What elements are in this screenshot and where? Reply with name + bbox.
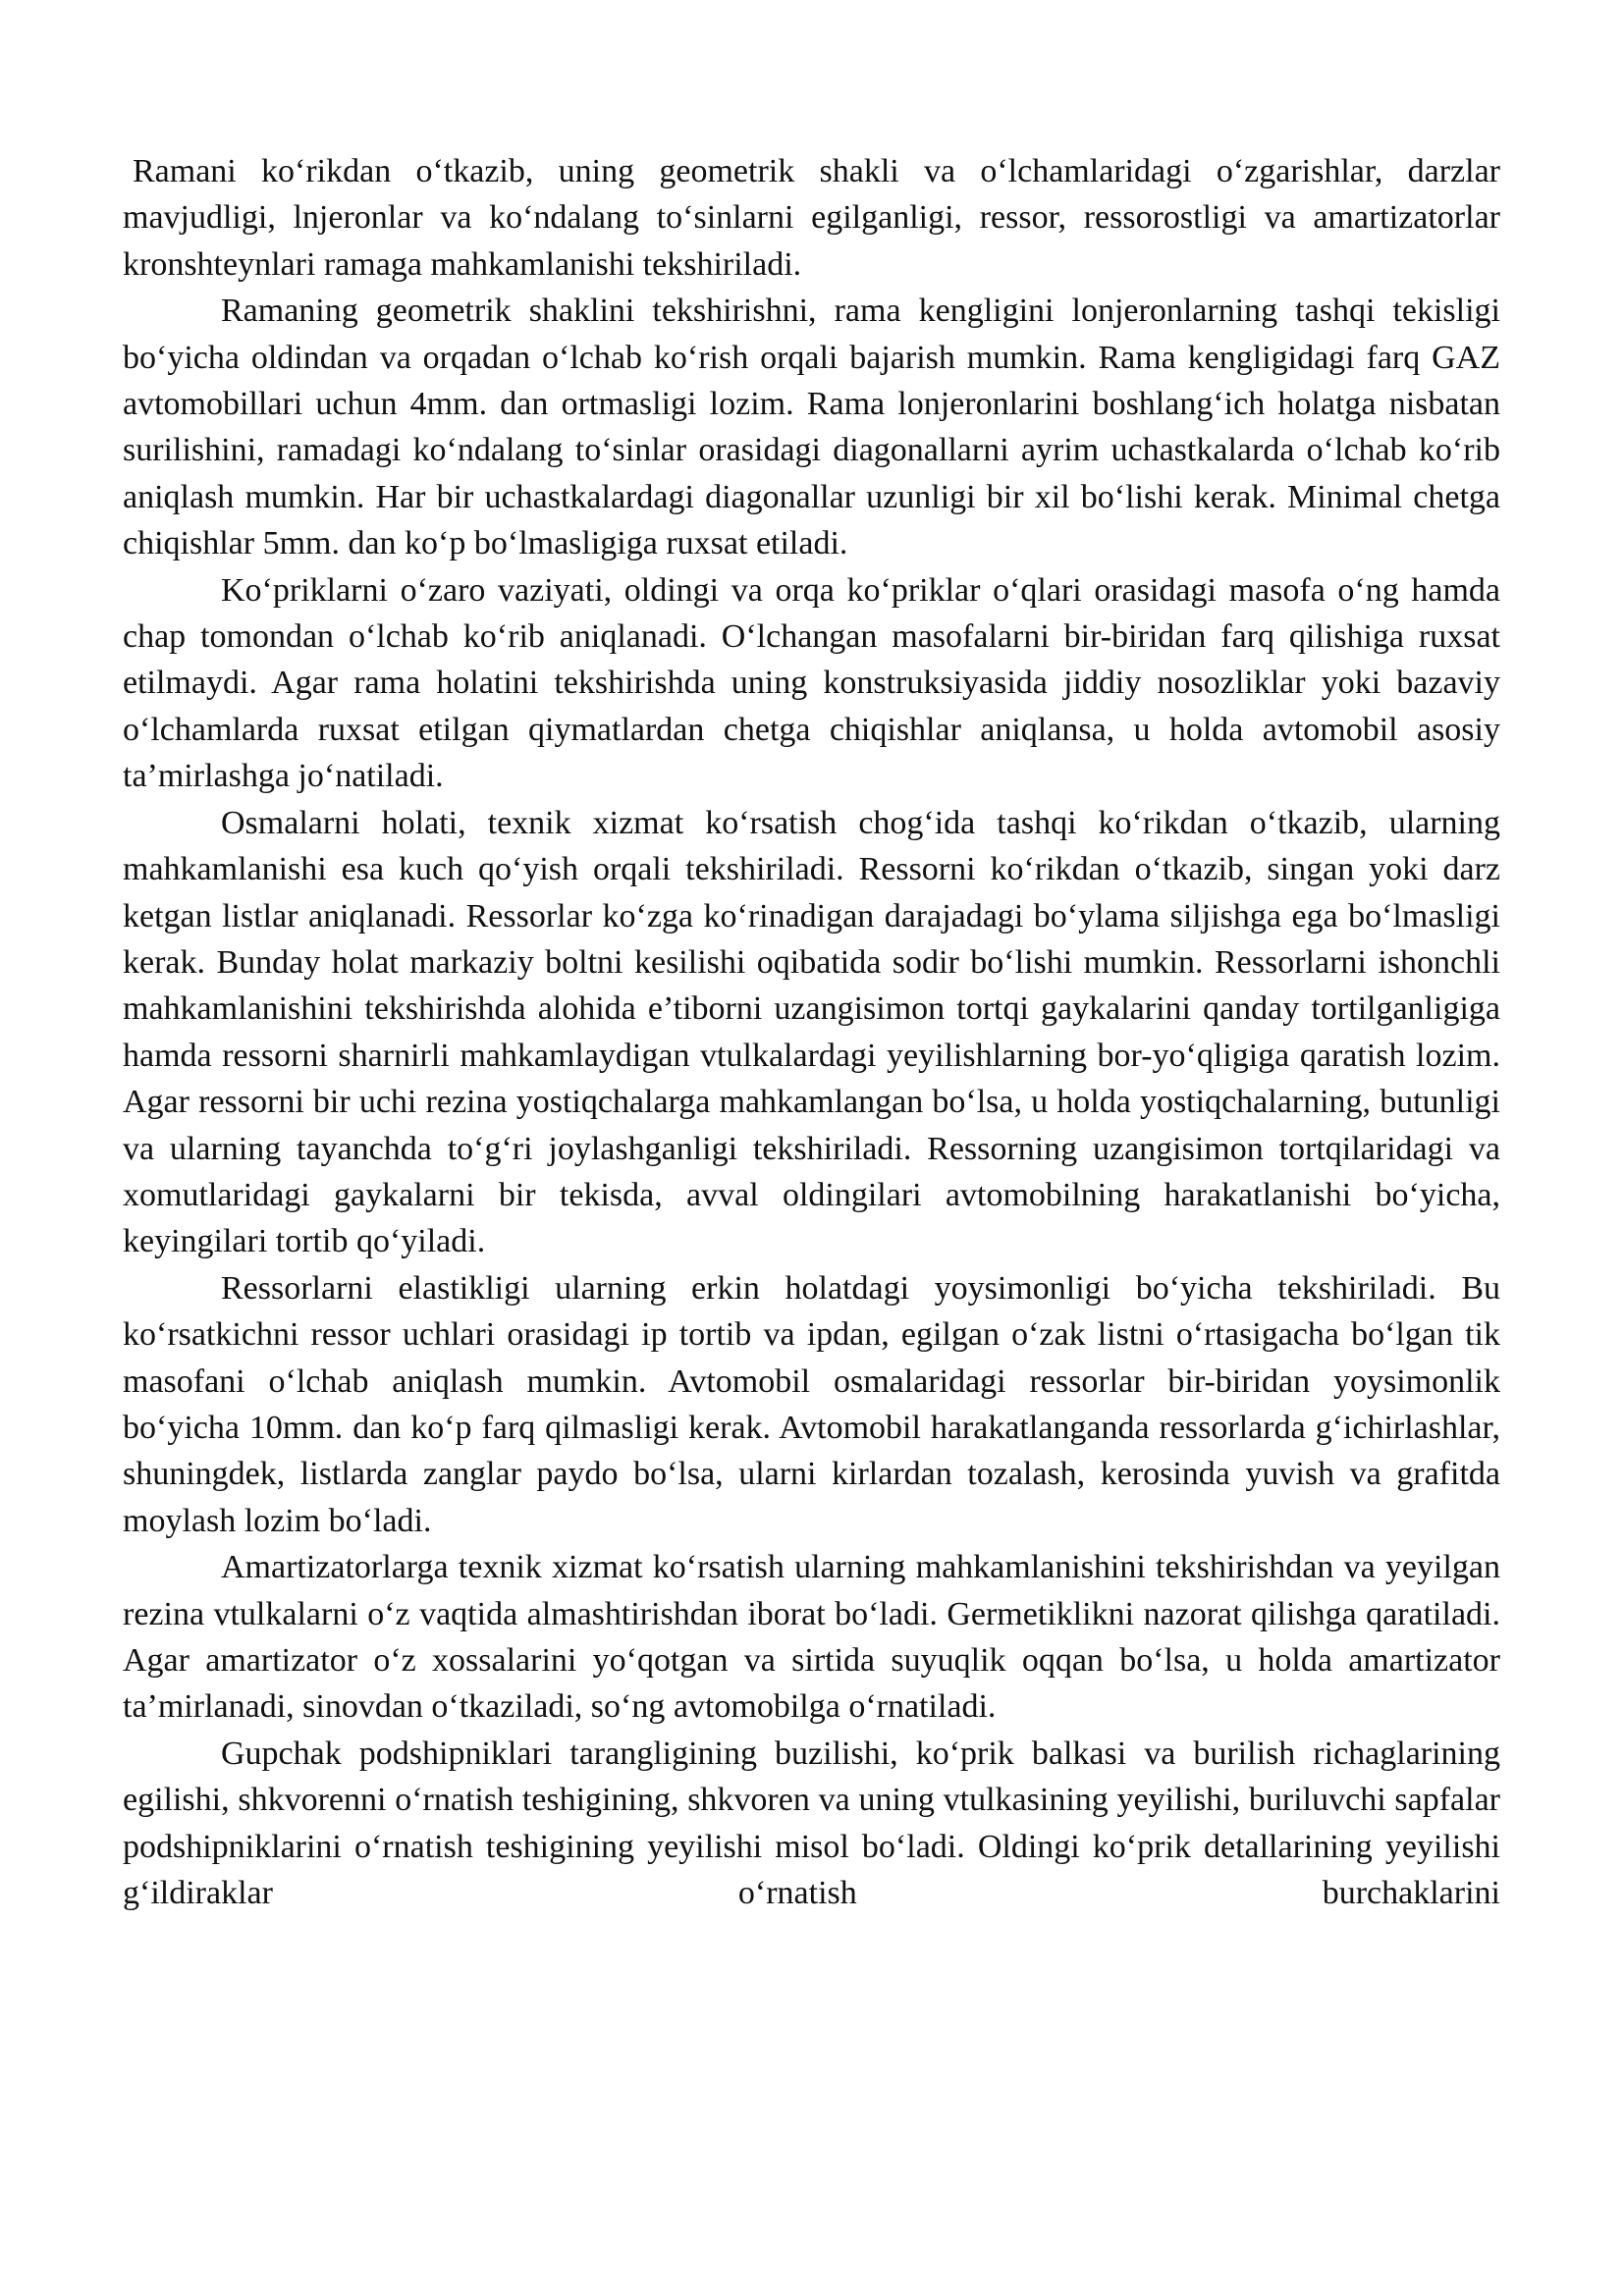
paragraph-frame-geometry: Ramaning geometrik shaklini tekshirishni, rama kengligini lonjeronlarning tashqi tekisligi boʻyicha oldindan va orqadan oʻlchab koʻrish orqali bajarish mumkin. Rama kengligidagi farq GAZ avtomobillari uchun 4mm. dan ortmasligi lozim. Rama lonjeronlarini boshlangʻich holatga nisbatan surilishini, ramadagi koʻndalang toʻsinlar orasidagi diagonallarni ayrim uchastkalarda oʻlchab koʻrib aniqlash mumkin. Har bir uchastkalardagi diagonallar uzunligi bir xil boʻlishi kerak. Minimal chetga chiqishlar 5mm. dan koʻp boʻlmasligiga ruxsat etiladi. <box>123 293 1500 562</box>
document-body <box>123 148 1500 1916</box>
paragraph-axle-position: Koʻpriklarni oʻzaro vaziyati, oldingi va orqa koʻpriklar oʻqlari orasidagi masofa oʻng hamda chap tomondan oʻlchab koʻrib aniqlanadi. Oʻlchangan masofalarni bir-biridan farq qilishiga ruxsat etilmaydi. Agar rama holatini tekshirishda uning konstruksiyasida jiddiy nosozliklar yoki bazaviy oʻlchamlarda ruxsat etilgan qiymatlardan chetga chiqishlar aniqlansa, u holda avtomobil asosiy ta’mirlashga joʻnatiladi. <box>123 571 1500 795</box>
paragraph-frame-inspection: Ramani koʻrikdan oʻtkazib, uning geometrik shakli va oʻlchamlaridagi oʻzgarishlar, darzlar mavjudligi, lnjeronlar va koʻndalang toʻsinlarni egilganligi, ressor, ressorostligi va amartizatorlar kronshteynlari ramaga mahkamlanishi tekshiriladi. <box>123 153 1500 283</box>
paragraph-suspension-condition: Osmalarni holati, texnik xizmat koʻrsatish chogʻida tashqi koʻrikdan oʻtkazib, ularning mahkamlanishi esa kuch qoʻyish orqali tekshiriladi. Ressorni koʻrikdan oʻtkazib, singan yoki darz ketgan listlar aniqlanadi. Ressorlar koʻzga koʻrinadigan darajadagi boʻylama siljishga ega boʻlmasligi kerak. Bunday holat markaziy boltni kesilishi oqibatida sodir boʻlishi mumkin. Ressorlarni ishonchli mahkamlanishini tekshirishda alohida e’tiborni uzangisimon tortqi gaykalarini qanday tortilganligiga hamda ressorni sharnirli mahkamlaydigan vtulkalardagi yeyilishlarning bor-yoʻqligiga qaratish lozim. Agar ressorni bir uchi rezina yostiqchalarga mahkamlangan boʻlsa, u holda yostiqchalarning, butunligi va ularning tayanchda toʻgʻri joylashganligi tekshiriladi. Ressorning uzangisimon tortqilaridagi va xomutlaridagi gaykalarni bir tekisda, avval oldingilari avtomobilning harakatlanishi boʻyicha, keyingilari tortib qoʻyiladi. <box>123 804 1500 1260</box>
paragraph-shock-absorbers: Amartizatorlarga texnik xizmat koʻrsatish ularning mahkamlanishini tekshirishdan va yeyilgan rezina vtulkalarni oʻz vaqtida almashtirishdan iborat boʻladi. Germetiklikni nazorat qilishga qaratiladi. Agar amartizator oʻz xossalarini yoʻqotgan va sirtida suyuqlik oqqan boʻlsa, u holda amartizator ta’mirlanadi, sinovdan oʻtkaziladi, soʻng avtomobilga oʻrnatiladi. <box>123 1549 1500 1726</box>
paragraph-front-axle-wear: Gupchak podshipniklari tarangligining buzilishi, koʻprik balkasi va burilish richaglarining egilishi, shkvorenni oʻrnatish teshigining, shkvoren va uning vtulkasining yeyilishi, buriluvchi sapfalar podshipniklarini oʻrnatish teshigining yeyilishi misol boʻladi. Oldingi koʻprik detallarining yeyilishi gʻildiraklar oʻrnatish burchaklarini <box>123 1735 1500 1912</box>
paragraph-spring-elasticity: Ressorlarni elastikligi ularning erkin holatdagi yoysimonligi boʻyicha tekshiriladi. Bu koʻrsatkichni ressor uchlari orasidagi ip tortib va ipdan, egilgan oʻzak listni oʻrtasigacha boʻlgan tik masofani oʻlchab aniqlash mumkin. Avtomobil osmalaridagi ressorlar bir-biridan yoysimonlik boʻyicha 10mm. dan koʻp farq qilmasligi kerak. Avtomobil harakatlanganda ressorlarda gʻichirlashlar, shuningdek, listlarda zanglar paydo boʻlsa, ularni kirlardan tozalash, kerosinda yuvish va grafitda moylash lozim boʻladi. <box>123 1269 1500 1539</box>
